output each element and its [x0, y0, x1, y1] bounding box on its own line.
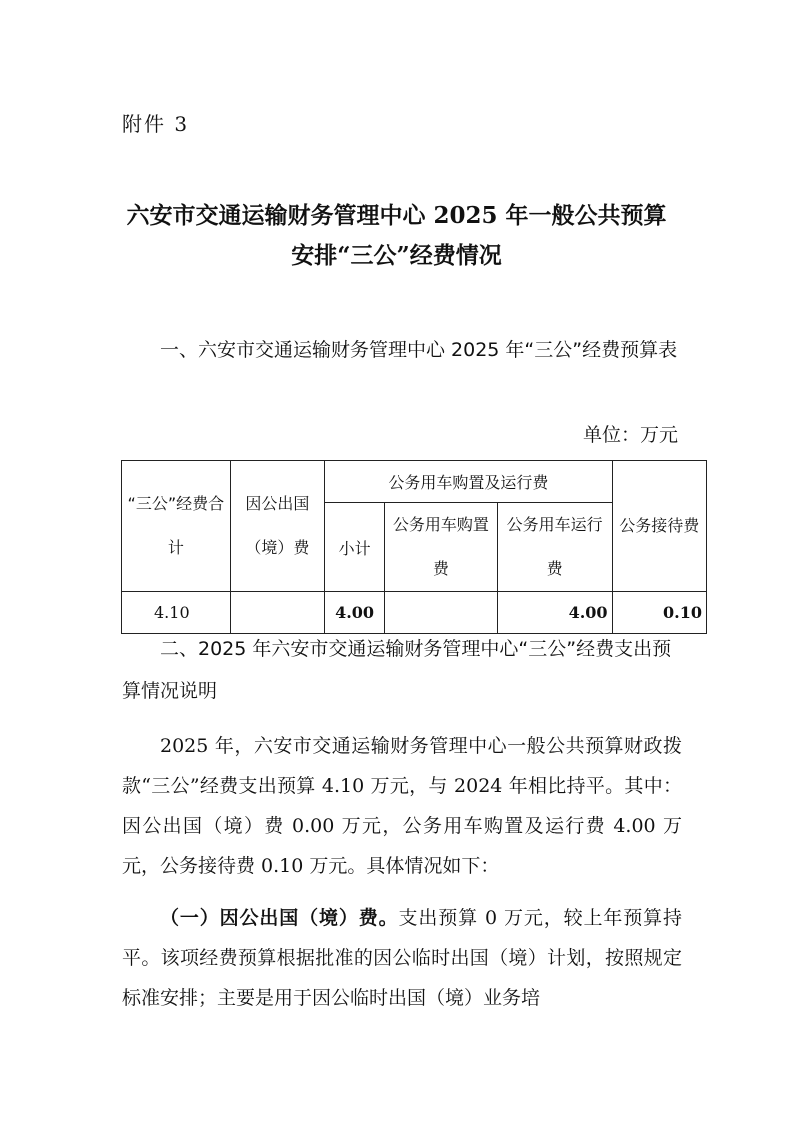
paragraph-2-body: 支出预算 0 万元，较上年预算持平。该项经费预算根据批准的因公临时出国（境）计划，按照规定标准安排；主要是用于因公临时出国（境）业务培	[122, 907, 682, 1009]
header-total: “三公”经费合计	[122, 461, 231, 592]
header-vehicle-purchase: 公务用车购置费	[385, 503, 498, 592]
section-2-heading: 二、2025 年六安市交通运输财务管理中心“三公”经费支出预算情况说明	[122, 638, 672, 702]
cell-reception: 0.10	[612, 592, 706, 634]
paragraph-1: 2025 年，六安市交通运输财务管理中心一般公共预算财政拨款“三公”经费支出预算 4.10 万元，与 2024 年相比持平。其中：因公出国（境）费 0.00 万元，公务用车购置及运行费 4.00 万元，公务接待费 0.10 万元。具体情况如下：	[122, 735, 682, 877]
cell-subtotal: 4.00	[325, 592, 385, 634]
header-reception: 公务接待费	[612, 461, 706, 592]
section-1-heading: 一、六安市交通运输财务管理中心 2025 年“三公”经费预算表	[160, 339, 678, 361]
cell-vehicle-operation: 4.00	[497, 592, 612, 634]
unit-label: 单位：万元	[582, 424, 678, 446]
attachment-label: 附件 3	[122, 112, 190, 136]
header-overseas: 因公出国（境）费	[230, 461, 324, 592]
title-line-1: 六安市交通运输财务管理中心 2025 年一般公共预算	[126, 202, 667, 229]
header-vehicle-group: 公务用车购置及运行费	[325, 461, 612, 503]
title-line-2: 安排“三公”经费情况	[291, 242, 502, 269]
budget-table	[121, 460, 707, 634]
header-subtotal: 小计	[325, 503, 385, 592]
paragraph-2	[122, 898, 682, 1018]
cell-total: 4.10	[122, 592, 231, 634]
header-vehicle-operation: 公务用车运行费	[497, 503, 612, 592]
paragraph-2-lead: （一）因公出国（境）费。	[160, 907, 399, 929]
